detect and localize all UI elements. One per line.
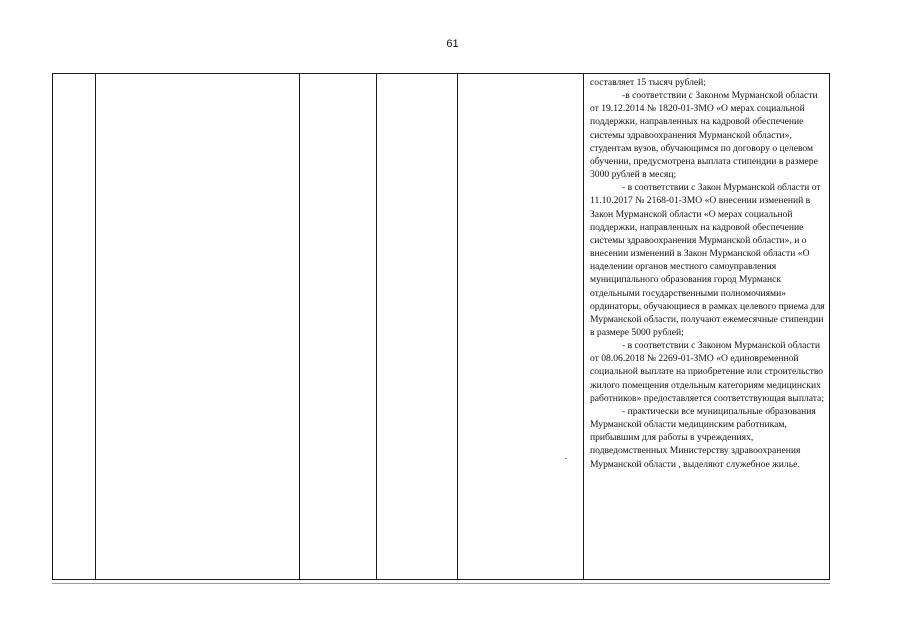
measures-paragraph: - в соответствии с Закон Мурманской области от 11.10.2017 № 2168-01-ЗМО «О внесении изменений в Закон Мурманской области «О мерах социальной поддержки, направленных на кадровой обеспечение системы здравоохранения Мурманской области», и о внесении изменений в Закон Мурманской области «О наделении органов местного самоуправления муниципального образования город Мурманск отдельными государственными полномочиями» ординаторы, обучающиеся в рамках целевого приема для Мурманской области, получают ежемесячные стипендии в размере 5000 рублей; [590,182,825,338]
measures-paragraph: -в соответствии с Законом Мурманской области от 19.12.2014 № 1820-01-ЗМО «О мерах социальной поддержки, направленных на кадровой обеспечение системы здравоохранения Мурманской области», студентам вузов, обучающимся по договору о целевом обучении, предусмотрена выплата стипендии в размере 3000 рублей в месяц; [590,90,818,181]
scan-speck [565,458,567,459]
column-divider [457,74,458,579]
measures-paragraph: составляет 15 тысяч рублей; [590,77,706,88]
column-divider [583,74,584,579]
page-number: 61 [446,38,459,50]
bottom-rule [52,583,830,584]
measures-paragraph: - практически все муниципальные образования Мурманской области медицинским работникам, прибывшим для работы в учреждениях, подведомственных Министерству здравоохранения Мурманской области , выделяют служебное жилье. [590,405,816,470]
column-divider [95,74,96,579]
document-table [52,73,830,580]
column-divider [299,74,300,579]
measures-cell [590,76,826,471]
measures-paragraph: - в соответствии с Законом Мурманской области от 08.06.2018 № 2269-01-ЗМО «О единовременной социальной выплате на приобретение или строительство жилого помещения отдельным категориям медицинских работников» предоставляется соответствующая выплата; [590,340,824,404]
column-divider [376,74,377,579]
